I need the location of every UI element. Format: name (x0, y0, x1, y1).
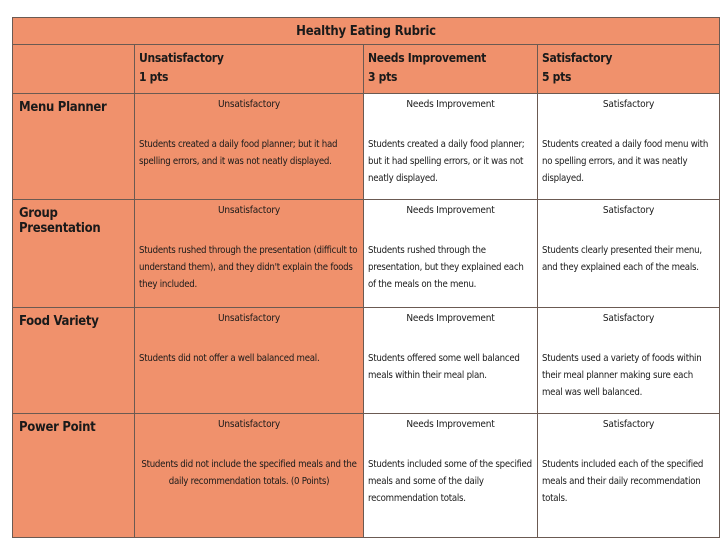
cell-description: Students included each of the specified meals and their daily recommendation totals. (542, 459, 704, 504)
cell-description: Students created a daily food planner; but it had spelling errors, and it was not neatly displayed. (139, 139, 338, 167)
cell-description: Students did not offer a well balanced meal. (139, 353, 320, 364)
cell-level-label: Needs Improvement (406, 419, 495, 430)
criterion-name: Group Presentation (13, 200, 135, 308)
level-name: Satisfactory (542, 51, 613, 65)
cell-description: Students offered some well balanced meals within their meal plan. (368, 353, 520, 381)
level-points: 5 pts (542, 70, 572, 84)
rubric-cell (135, 414, 364, 538)
rubric-cell (135, 200, 364, 308)
criterion-name: Power Point (13, 414, 135, 538)
level-points: 1 pts (139, 70, 169, 84)
level-header-satisfactory (538, 45, 720, 94)
level-header-unsatisfactory (135, 45, 364, 94)
criterion-name: Food Variety (13, 308, 135, 414)
cell-level-label: Unsatisfactory (217, 419, 281, 430)
cell-description: Students rushed through the presentation (difficult to understand them), and they didn't explain the foods they included. (139, 245, 358, 290)
rubric-cell (538, 308, 720, 414)
cell-level-label: Needs Improvement (406, 313, 495, 324)
rubric-cell (364, 94, 538, 200)
cell-level-label: Needs Improvement (406, 99, 495, 110)
criterion-name: Menu Planner (13, 94, 135, 200)
rubric-title: Healthy Eating Rubric (13, 18, 720, 45)
cell-description: Students created a daily food menu with no spelling errors, and it was neatly displayed. (542, 139, 709, 184)
cell-level-label: Satisfactory (602, 313, 655, 324)
rubric-cell (364, 414, 538, 538)
level-header-needs-improvement (364, 45, 538, 94)
level-name: Unsatisfactory (139, 51, 224, 65)
level-points: 3 pts (368, 70, 398, 84)
rubric-cell (538, 200, 720, 308)
rubric-cell (364, 308, 538, 414)
cell-description: Students clearly presented their menu, and they explained each of the meals. (542, 245, 702, 273)
cell-level-label: Unsatisfactory (217, 313, 281, 324)
criterion-row-food-variety (13, 308, 720, 414)
cell-level-label: Satisfactory (602, 99, 655, 110)
cell-description: Students created a daily food planner; but it had spelling errors, or it was not neatly displayed. (368, 139, 525, 184)
cell-description: Students included some of the specified meals and some of the daily recommendation totals. (368, 459, 532, 504)
cell-description: Students used a variety of foods within their meal planner making sure each meal was well balanced. (542, 353, 702, 398)
rubric-cell (538, 414, 720, 538)
cell-level-label: Unsatisfactory (217, 99, 281, 110)
rubric-cell (364, 200, 538, 308)
criterion-row-group-presentation (13, 200, 720, 308)
rubric-cell (135, 94, 364, 200)
criterion-row-power-point (13, 414, 720, 538)
corner-cell (13, 45, 135, 94)
cell-description: Students rushed through the presentation, but they explained each of the meals on the menu. (368, 245, 524, 290)
rubric-cell (538, 94, 720, 200)
cell-level-label: Needs Improvement (406, 205, 495, 216)
cell-level-label: Satisfactory (602, 205, 655, 216)
criterion-row-menu-planner (13, 94, 720, 200)
cell-level-label: Unsatisfactory (217, 205, 281, 216)
cell-description: Students did not include the specified meals and the daily recommendation totals. (0 Points) (141, 459, 357, 487)
rubric-cell (135, 308, 364, 414)
level-name: Needs Improvement (368, 51, 487, 65)
cell-level-label: Satisfactory (602, 419, 655, 430)
rubric-table (12, 17, 720, 538)
